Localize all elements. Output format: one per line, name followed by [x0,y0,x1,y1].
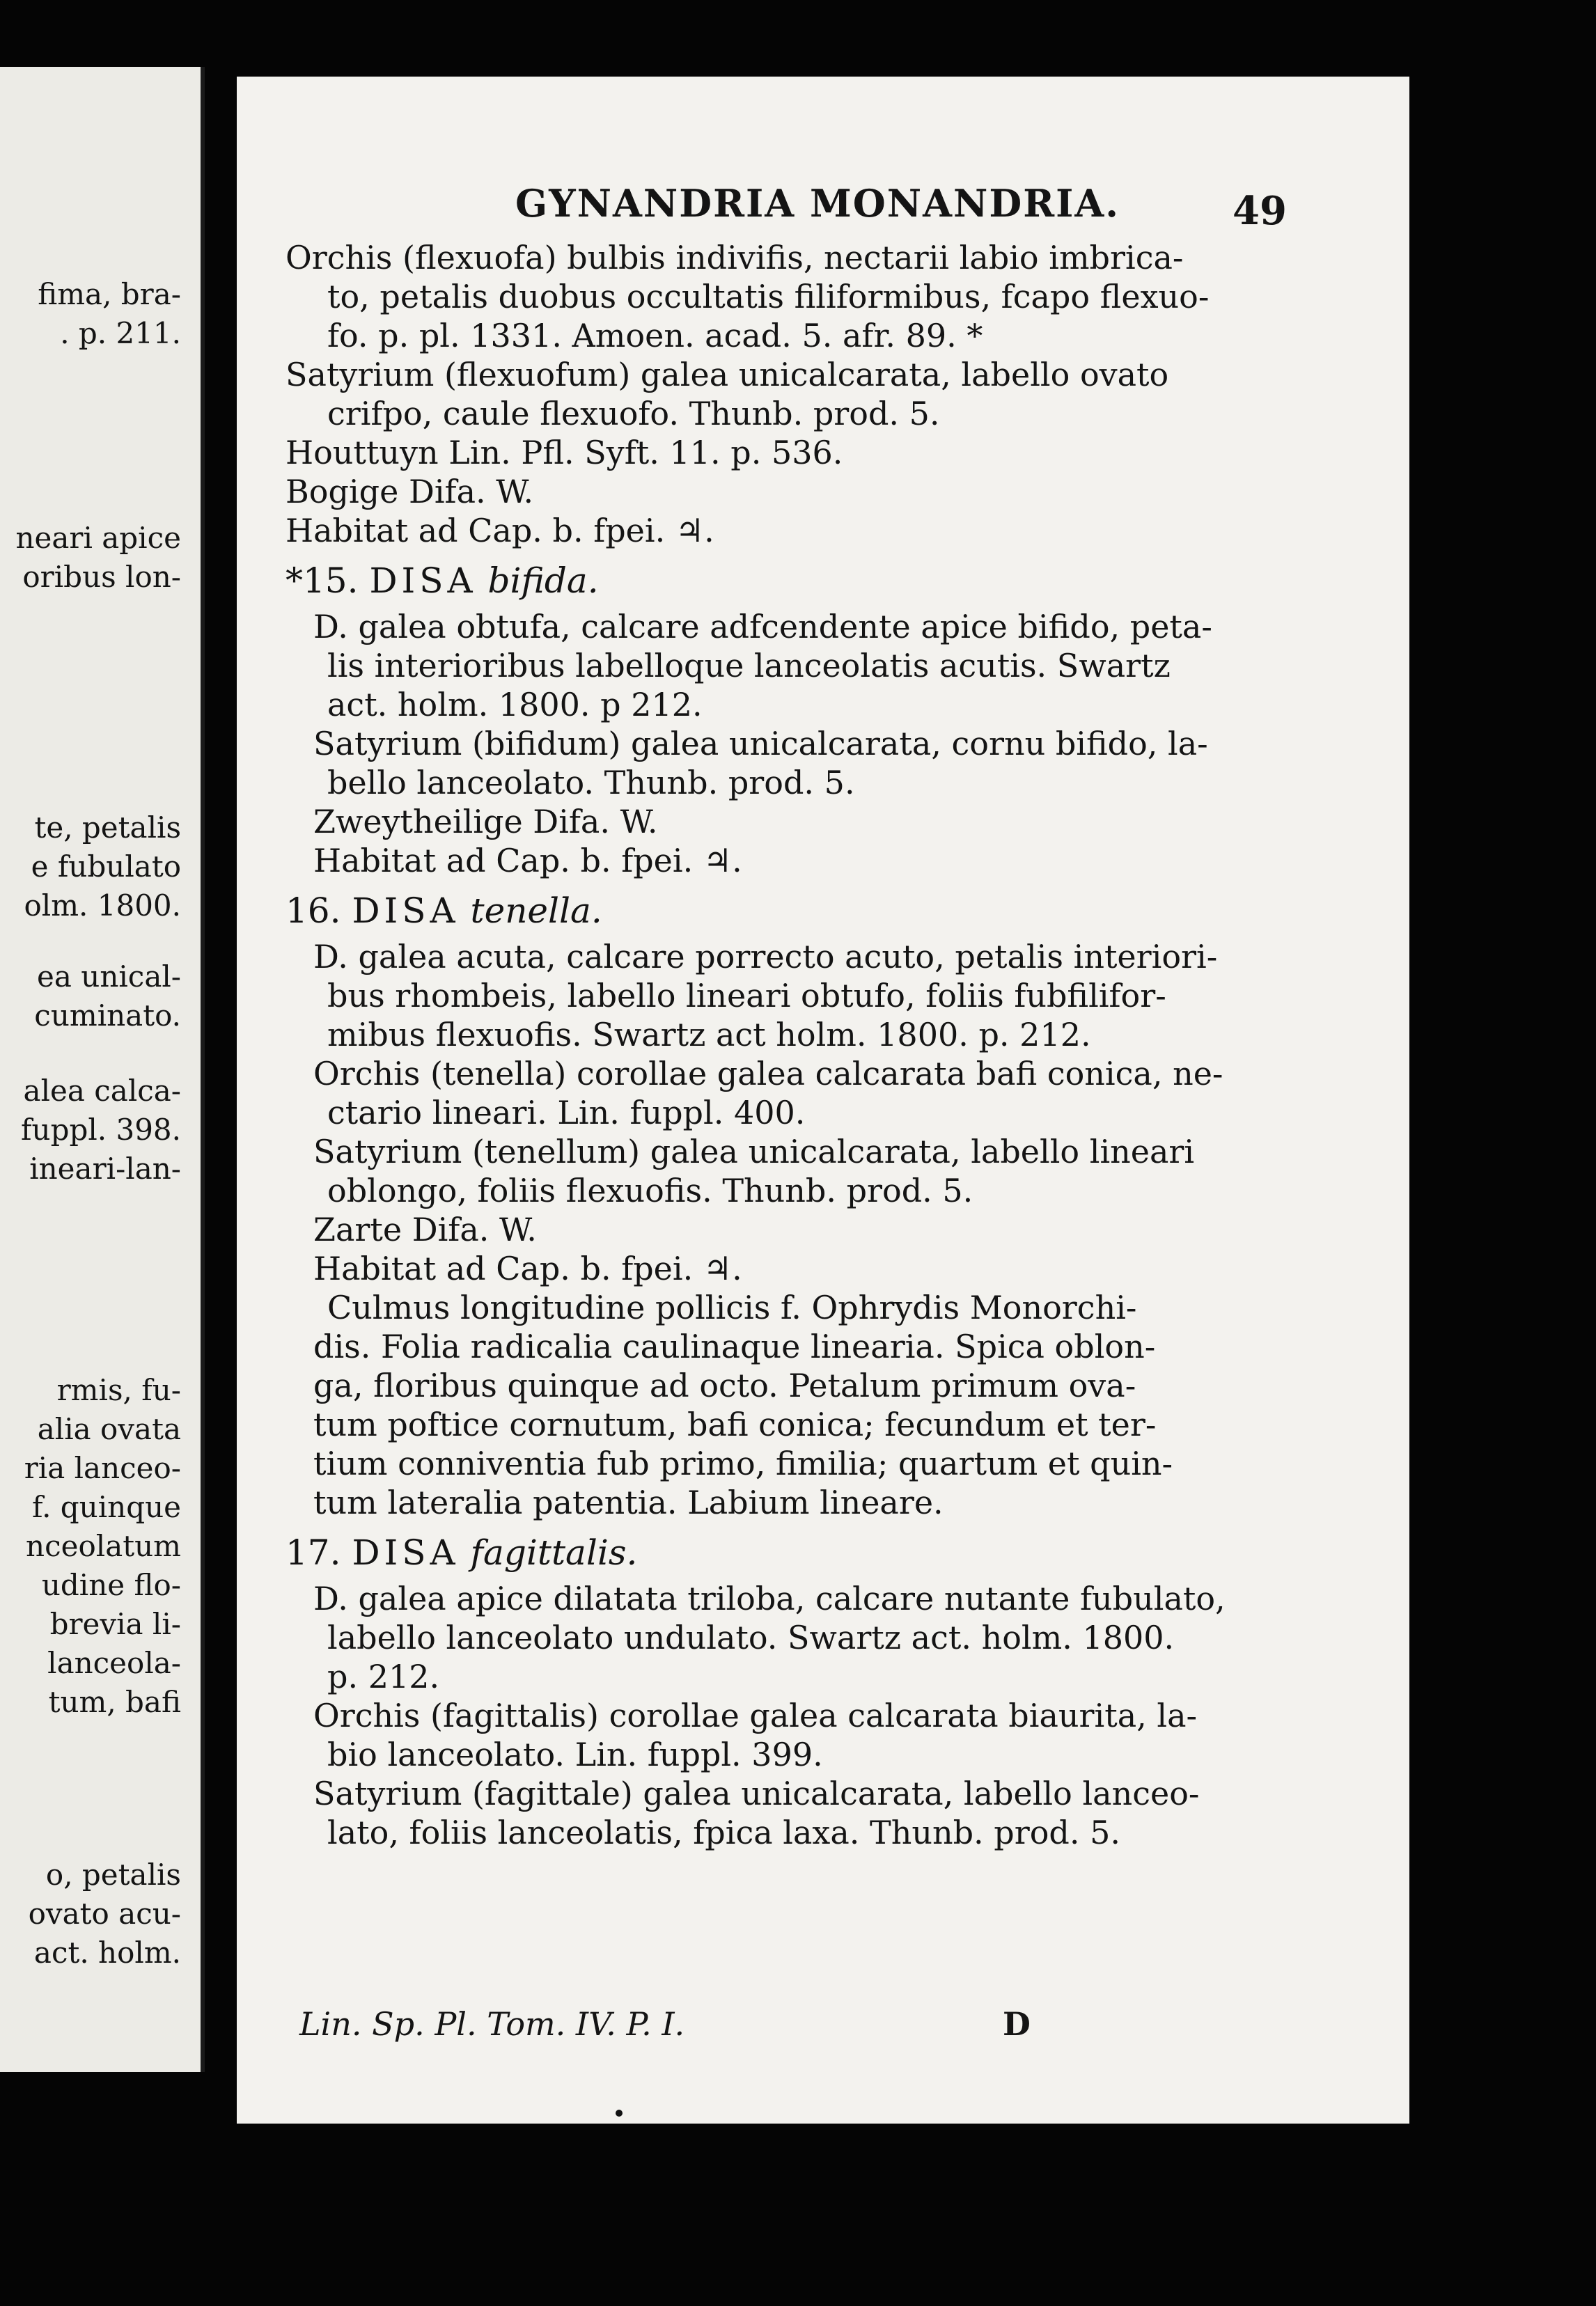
left-fragment: ria lanceo- [24,1451,181,1485]
species-genus: DISA [352,1532,460,1573]
book-page [237,77,1409,2124]
left-fragment: act. holm. [33,1936,181,1970]
species-heading [285,561,1344,600]
text-line: bio lanceolato. Lin. fuppl. 399. [327,1736,823,1773]
text-line: Zarte Difa. W. [313,1211,537,1248]
text-line: Bogige Difa. W. [285,473,534,510]
text-line: D. galea obtufa, calcare adfcendente apice bifido, peta- [313,608,1212,645]
text-line: Satyrium (flexuofum) galea unicalcarata, labello ovato [285,356,1169,393]
species-heading [285,891,1344,930]
left-fragment: cuminato. [34,998,181,1033]
ink-speck [616,2110,623,2117]
species-genus: DISA [369,560,477,601]
species-number: 17. [285,1532,341,1573]
left-fragment: olm. 1800. [24,888,181,923]
text-line: tum lateralia patentia. Labium lineare. [313,1484,944,1521]
text-line: fo. p. pl. 1331. Amoen. acad. 5. afr. 89. * [327,317,983,354]
left-fragment: f. quinque [32,1490,181,1524]
text-line: Culmus longitudine pollicis f. Ophrydis Monorchi- [327,1289,1137,1326]
text-line: oblongo, foliis flexuofis. Thunb. prod. 5. [327,1172,973,1209]
text-line: act. holm. 1800. p 212. [327,686,703,723]
text-line: labello lanceolato undulato. Swartz act. holm. 1800. [327,1619,1175,1656]
text-line: crifpo, caule flexuofo. Thunb. prod. 5. [327,395,940,432]
left-page-fragment [0,67,205,2072]
left-fragment: te, petalis [34,810,181,845]
text-line: dis. Folia radicalia caulinaque linearia. Spica oblon- [313,1328,1156,1365]
text-line: Habitat ad Cap. b. fpei. ♃. [313,1250,742,1287]
text-line: ctario lineari. Lin. fuppl. 400. [327,1094,806,1131]
text-line: ga, floribus quinque ad octo. Petalum primum ova- [313,1367,1136,1404]
page-number: 49 [1233,188,1287,234]
left-fragment: fuppl. 398. [20,1113,181,1147]
left-fragment: ineari-lan- [29,1152,181,1186]
left-fragment: nceolatum [26,1529,181,1563]
left-fragment: o, petalis [45,1858,181,1892]
left-fragment: tum, bafi [48,1685,181,1719]
text-line: lis interioribus labelloque lanceolatis acutis. Swartz [327,647,1171,684]
text-line: Houttuyn Lin. Pfl. Syft. 11. p. 536. [285,434,843,471]
text-line: bello lanceolato. Thunb. prod. 5. [327,764,855,801]
text-line: Habitat ad Cap. b. fpei. ♃. [285,512,714,549]
text-line: bus rhombeis, labello lineari obtufo, foliis fubfilifor- [327,977,1166,1014]
text-line: mibus flexuofis. Swartz act holm. 1800. p. 212. [327,1016,1091,1053]
left-fragment: ovato acu- [28,1897,181,1931]
text-line: D. galea apice dilatata triloba, calcare nutante fubulato, [313,1580,1226,1617]
footer-imprint: Lin. Sp. Pl. Tom. IV. P. I. [299,2005,685,2043]
left-fragment: brevia li- [49,1607,181,1641]
left-fragment: oribus lon- [22,560,181,594]
left-fragment: alea calca- [23,1074,181,1108]
species-number: *15. [285,560,359,601]
text-line: Habitat ad Cap. b. fpei. ♃. [313,842,742,879]
species-heading [285,1533,1344,1572]
text-line: D. galea acuta, calcare porrecto acuto, petalis interiori- [313,938,1218,975]
text-line: to, petalis duobus occultatis filiformibus, fcapo flexuo- [327,278,1210,315]
text-line: Orchis (fagittalis) corollae galea calcarata biaurita, la- [313,1697,1198,1734]
left-fragment: udine flo- [41,1568,181,1602]
left-fragment: lanceola- [47,1646,181,1680]
left-fragment: neari apice [15,521,181,555]
species-epithet: bifida. [487,560,599,601]
page-footer [299,2005,1330,2043]
text-line: Satyrium (bifidum) galea unicalcarata, cornu bifido, la- [313,725,1208,762]
left-fragment: . p. 211. [60,316,181,350]
text-line: Satyrium (tenellum) galea unicalcarata, labello lineari [313,1133,1195,1170]
signature-mark: D [1003,2005,1031,2043]
text-line: p. 212. [327,1658,440,1695]
species-genus: DISA [352,891,460,931]
left-fragment: fima, bra- [38,277,181,311]
text-line: Satyrium (fagittale) galea unicalcarata, labello lanceo- [313,1775,1200,1812]
left-fragment: ea unical- [37,959,181,994]
species-number: 16. [285,891,341,931]
species-epithet: tenella. [470,891,602,931]
text-line: Orchis (flexuofa) bulbis indivifis, nectarii labio imbrica- [285,239,1184,276]
running-title: GYNANDRIA MONANDRIA. [515,181,1120,226]
left-fragment: alia ovata [37,1412,181,1446]
text-line: Orchis (tenella) corollae galea calcarata bafi conica, ne- [313,1055,1223,1092]
left-fragment: rmis, fu- [56,1373,181,1407]
text-line: tium conniventia fub primo, fimilia; quartum et quin- [313,1445,1173,1482]
species-epithet: fagittalis. [470,1532,638,1573]
text-line: Zweytheilige Difa. W. [313,803,658,840]
left-fragment: e fubulato [31,849,181,884]
page-body [285,238,1344,1852]
text-line: tum poftice cornutum, bafi conica; fecundum et ter- [313,1406,1157,1443]
text-line: lato, foliis lanceolatis, fpica laxa. Thunb. prod. 5. [327,1814,1120,1851]
